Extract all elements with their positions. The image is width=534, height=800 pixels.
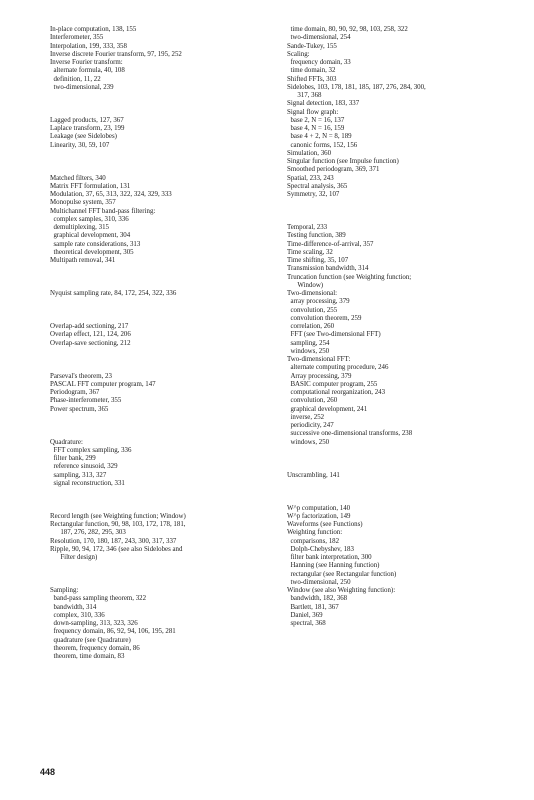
index-entry: base 4 + 2, N = 8, 189	[287, 133, 352, 141]
index-entry	[287, 447, 517, 455]
index-entry: frequency domain, 86, 92, 94, 106, 195, 281	[50, 628, 176, 636]
index-entry: canonic forms, 152, 156	[287, 141, 358, 149]
index-entry: Hanning (see Hanning function)	[287, 562, 380, 570]
index-entry	[50, 356, 282, 364]
index-entry: sampling, 313, 327	[50, 471, 107, 479]
index-entry: Multichannel FFT band-pass filtering:	[50, 207, 156, 215]
index-entry: band-pass sampling theorem, 322	[50, 595, 147, 603]
index-entry: Temporal, 233	[287, 224, 328, 231]
index-entry: windows, 250	[287, 347, 330, 355]
index-entry: Periodogram, 367	[50, 389, 100, 396]
index-entry: quadrature (see Quadrature)	[50, 636, 131, 644]
index-entry: Phase-interferometer, 355	[50, 397, 122, 405]
index-entry: alternate formula, 40, 108	[50, 67, 125, 75]
index-entry	[287, 199, 517, 207]
index-entry: Truncation function (see Weighting function;	[287, 273, 412, 281]
index-entry	[50, 265, 282, 273]
index-entry: time domain, 80, 90, 92, 98, 103, 258, 322	[287, 26, 408, 33]
index-entry: W^p factorization, 149	[287, 512, 351, 520]
index-entry: correlation, 260	[287, 323, 335, 330]
index-entry: Two-dimensional:	[287, 290, 338, 297]
index-entry: convolution, 260	[287, 397, 338, 405]
index-entry: Shifted FFTs, 303	[287, 75, 337, 83]
index-entry	[50, 430, 282, 438]
index-entry: reference sinusoid, 329	[50, 463, 118, 471]
index-entry: Singular function (see Impulse function)	[287, 158, 399, 165]
index-entry: Lagged products, 127, 367	[50, 116, 124, 124]
index-entry: definition, 11, 22	[50, 75, 101, 83]
index-entry: 317, 368	[287, 92, 322, 99]
index-entry	[50, 364, 282, 372]
index-entry: sampling, 254	[287, 339, 330, 347]
index-entry: Waveforms (see Functions)	[287, 521, 363, 528]
index-entry: Time shifting, 35, 107	[287, 257, 349, 264]
index-entry: Scaling:	[287, 50, 310, 58]
index-entry: graphical development, 241	[287, 405, 368, 413]
index-entry: Spectral analysis, 365	[287, 182, 348, 190]
index-entry: Overlap-add sectioning, 217	[50, 323, 129, 330]
index-entry	[287, 455, 517, 463]
index-entry: base 4, N = 16, 159	[287, 125, 345, 132]
index-entry: theorem, time domain, 83	[50, 653, 125, 660]
index-entry: bandwidth, 182, 368	[287, 595, 348, 603]
index-entry: Rectangular function, 90, 98, 103, 172, 178, 181,	[50, 521, 186, 528]
index-entry: comparisons, 182	[287, 537, 340, 545]
index-entry: two-dimensional, 239	[50, 83, 114, 91]
index-entry: Linearity, 30, 59, 107	[50, 141, 110, 149]
index-entry	[50, 166, 282, 174]
index-entry: Laplace transform, 23, 199	[50, 125, 125, 132]
index-entry: BASIC computer program, 255	[287, 380, 378, 388]
index-entry: bandwidth, 314	[50, 603, 97, 611]
index-entry: Modulation, 37, 65, 313, 322, 324, 329, 333	[50, 191, 172, 198]
index-entry: FFT (see Two-dimensional FFT)	[287, 331, 381, 339]
index-entry: Symmetry, 32, 107	[287, 191, 340, 198]
index-entry: In-place computation, 138, 155	[50, 26, 137, 33]
index-entry	[50, 109, 282, 117]
index-entry	[50, 315, 282, 323]
index-entry: frequency domain, 33	[287, 59, 351, 66]
index-entry: 187, 276, 282, 295, 303	[50, 529, 126, 537]
index-entry	[50, 298, 282, 306]
index-entry	[50, 282, 282, 290]
index-entry: Bartlett, 181, 367	[287, 603, 339, 611]
index-entry: complex samples, 310, 336	[50, 215, 129, 223]
index-entry: alternate computing procedure, 246	[287, 364, 389, 372]
index-entry	[287, 480, 517, 488]
index-entry: Spatial, 233, 243	[287, 174, 334, 182]
index-entry: Time-difference-of-arrival, 357	[287, 240, 374, 248]
index-entry: Window)	[287, 281, 324, 289]
index-entry: periodicity, 247	[287, 422, 334, 429]
index-entry	[50, 488, 282, 496]
index-entry	[287, 208, 517, 216]
index-entry: Window (see also Weighting function):	[287, 587, 396, 594]
index-entry: two-dimensional, 250	[287, 578, 351, 586]
index-entry: array processing, 379	[287, 298, 350, 306]
index-entry	[287, 216, 517, 224]
index-entry: Weighting function:	[287, 529, 343, 537]
index-entry: Power spectrum, 365	[50, 405, 109, 413]
index-entry: Testing function, 389	[287, 232, 346, 240]
index-entry: FFT complex sampling, 336	[50, 446, 132, 454]
index-entry	[287, 496, 517, 504]
index-entry: down-sampling, 313, 323, 326	[50, 620, 138, 627]
index-entry: time domain, 32	[287, 67, 336, 75]
index-entry	[50, 307, 282, 315]
index-entry: spectral, 368	[287, 620, 326, 627]
index-entry	[50, 92, 282, 100]
index-entry: Monopulse system, 357	[50, 199, 116, 207]
index-entry	[50, 579, 282, 587]
index-entry: computational reorganization, 243	[287, 389, 386, 396]
index-entry: theoretical development, 305	[50, 248, 134, 256]
index-entry: Sande-Tukey, 155	[287, 42, 337, 50]
index-entry: Unscrambling, 141	[287, 471, 340, 479]
index-entry	[50, 348, 282, 356]
index-entry: Two-dimensional FFT:	[287, 356, 351, 363]
index-entry: filter bank, 299	[50, 455, 96, 462]
index-entry	[50, 274, 282, 282]
index-entry	[50, 158, 282, 166]
index-entry: Array processing, 379	[287, 372, 352, 380]
index-entry	[50, 414, 282, 422]
index-entry: Sidelobes, 103, 178, 181, 185, 187, 276, 284, 300,	[287, 83, 426, 91]
index-entry: Time scaling, 32	[287, 248, 333, 256]
index-entry: rectangular (see Rectangular function)	[287, 570, 397, 578]
index-entry: Daniel, 369	[287, 611, 323, 619]
index-entry: Filter design)	[50, 554, 98, 561]
index-entry	[50, 505, 282, 513]
index-entry: demultiplexing, 315	[50, 224, 109, 231]
index-entry: Signal detection, 183, 337	[287, 100, 360, 108]
index-entry: Matrix FFT formulation, 131	[50, 182, 131, 190]
index-entry: Interferometer, 355	[50, 34, 104, 42]
index-entry	[287, 463, 517, 471]
index-entry: theorem, frequency domain, 86	[50, 644, 140, 652]
index-entry: Leakage (see Sidelobes)	[50, 133, 117, 141]
index-entry	[50, 562, 282, 570]
index-entry: Record length (see Weighting function; Window)	[50, 512, 186, 520]
index-entry: Inverse discrete Fourier transform, 97, 195, 252	[50, 50, 182, 58]
index-entry: Transmission bandwidth, 314	[287, 265, 369, 273]
index-entry: Quadrature:	[50, 438, 83, 446]
index-entry: Simulation, 360	[287, 149, 332, 157]
index-entry	[50, 100, 282, 108]
index-entry	[50, 496, 282, 504]
index-entry: windows, 250	[287, 438, 330, 446]
index-entry	[50, 422, 282, 430]
index-entry: Interpolation, 199, 333, 358	[50, 42, 127, 50]
index-entry	[50, 571, 282, 579]
index-entry	[50, 150, 282, 158]
index-entry: Inverse Fourier transform:	[50, 59, 123, 66]
index-entry: Resolution, 170, 180, 187, 243, 300, 317, 337	[50, 537, 177, 545]
index-entry: Parseval's theorem, 23	[50, 372, 112, 380]
index-entry: convolution theorem, 259	[287, 314, 362, 322]
index-entry: filter bank interpretation, 300	[287, 554, 372, 561]
index-entry: sample rate considerations, 313	[50, 240, 141, 248]
index-entry: Dolph-Chebyshev, 183	[287, 545, 354, 553]
index-entry: Nyquist sampling rate, 84, 172, 254, 322, 336	[50, 290, 177, 297]
index-entry: successive one-dimensional transforms, 238	[287, 430, 413, 438]
index-entry: signal reconstruction, 331	[50, 479, 125, 487]
index-entry: inverse, 252	[287, 413, 325, 421]
index-entry: complex, 310, 336	[50, 611, 105, 619]
index-entry	[287, 488, 517, 496]
index-entry: graphical development, 304	[50, 232, 131, 240]
index-left-column	[50, 26, 282, 661]
index-entry: Overlap-save sectioning, 212	[50, 339, 131, 347]
index-entry: Ripple, 90, 94, 172, 346 (see also Sidelobes and	[50, 545, 183, 553]
index-entry: Sampling:	[50, 587, 79, 594]
index-entry: PASCAL FFT computer program, 147	[50, 380, 156, 388]
index-entry: Smoothed periodogram, 369, 371	[287, 166, 380, 174]
page-number: 448	[40, 767, 56, 777]
index-entry: Matched filters, 340	[50, 174, 106, 182]
index-entry: Signal flow graph:	[287, 108, 339, 116]
index-entry: W^p computation, 140	[287, 504, 351, 512]
index-entry: convolution, 255	[287, 306, 338, 314]
index-entry: base 2, N = 16, 137	[287, 116, 345, 124]
index-entry: Multipath removal, 341	[50, 257, 116, 264]
index-entry: two-dimensional, 254	[287, 34, 351, 42]
index-right-column	[287, 26, 517, 628]
index-entry: Overlap effect, 121, 124, 206	[50, 331, 131, 339]
